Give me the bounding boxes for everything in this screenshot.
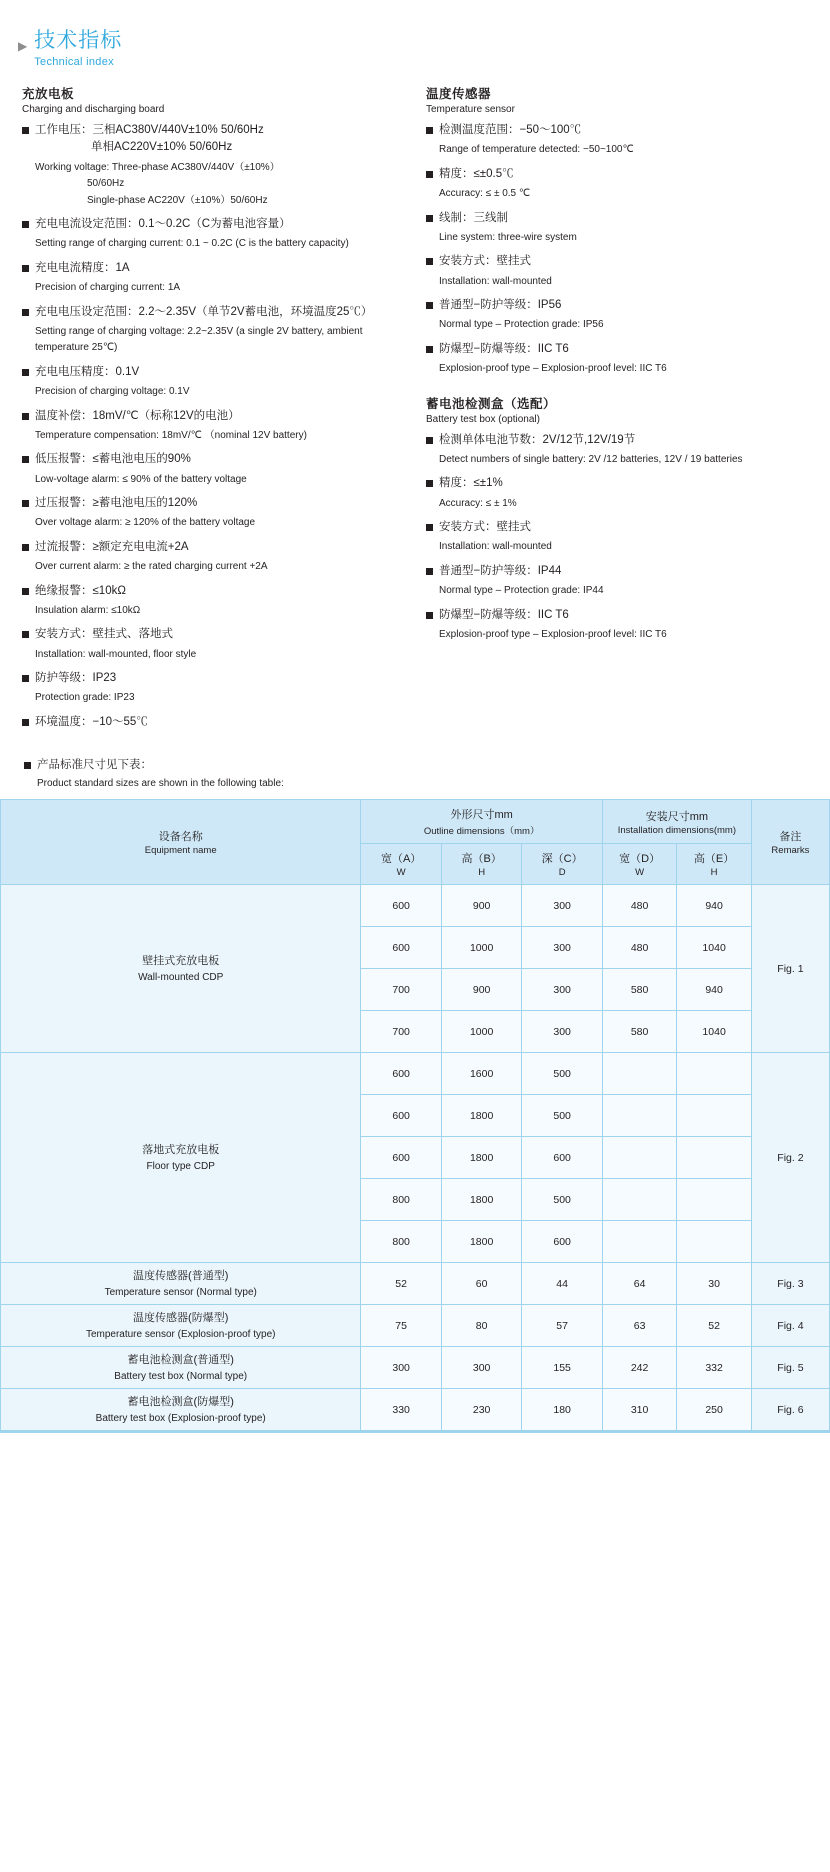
square-bullet-icon (22, 309, 29, 316)
spec-item (22, 495, 398, 532)
table-cell-empty (677, 1179, 752, 1221)
spec-item-cn (426, 166, 794, 183)
table-cell-value: 230 (441, 1389, 521, 1431)
table-header-outline: 外形尺寸mm Outline dimensions（mm） (361, 800, 602, 844)
table-cell-value: 600 (361, 1053, 441, 1095)
table-cell-value: 63 (602, 1305, 676, 1347)
spec-item-cn (22, 626, 398, 643)
spec-item-cn-text: 过流报警：≥额定充电电流+2A (35, 540, 189, 553)
spec-item-cn (426, 122, 794, 139)
spec-item-cn (22, 122, 398, 157)
group-title-en: Charging and discharging board (22, 104, 165, 116)
table-cell-value: 30 (677, 1263, 752, 1305)
square-bullet-icon (426, 258, 433, 265)
page-header (0, 0, 830, 68)
table-cell-value: 940 (677, 885, 752, 927)
spec-item-cn-text: 安装方式：壁挂式 (439, 255, 531, 268)
table-cell-value: 900 (441, 885, 521, 927)
bottom-divider (0, 1431, 830, 1433)
spec-item-en: Normal type – Protection grade: IP56 (439, 319, 604, 331)
table-cell-value: 310 (602, 1389, 676, 1431)
spec-item (426, 432, 794, 469)
spec-item-cn-text: 绝缘报警：≤10kΩ (35, 584, 126, 597)
spec-item-en: Installation: wall-mounted (439, 541, 552, 553)
table-cell-empty (677, 1053, 752, 1095)
square-bullet-icon (426, 437, 433, 444)
table-cell-value: 900 (441, 969, 521, 1011)
spec-item-cn-subline: 单相AC220V±10% 50/60Hz (91, 141, 233, 154)
spec-item (426, 341, 794, 378)
spec-item (426, 166, 794, 203)
table-cell-value: 80 (441, 1305, 521, 1347)
table-cell-empty (677, 1095, 752, 1137)
table-cell-value: 300 (441, 1347, 521, 1389)
table-subheader-outline-h: 高（B） H (441, 844, 521, 885)
table-subheader-outline-d: 深（C） D (522, 844, 603, 885)
spec-item-cn (22, 216, 398, 233)
table-cell-value: 60 (441, 1263, 521, 1305)
table-header-remarks: 备注 Remarks (751, 800, 829, 885)
spec-item-cn (426, 253, 794, 270)
spec-item-cn (22, 714, 398, 731)
square-bullet-icon (22, 544, 29, 551)
spec-item-cn-text: 精度：≤±0.5℃ (439, 167, 514, 180)
spec-item-cn (22, 408, 398, 425)
spec-item (22, 364, 398, 401)
square-bullet-icon (426, 480, 433, 487)
square-bullet-icon (22, 369, 29, 376)
table-subheader-install-h: 高（E） H (677, 844, 752, 885)
spec-item-cn-text: 充电电流设定范围：0.1～0.2C（C为蓄电池容量） (35, 218, 291, 231)
table-cell-value: 1800 (441, 1137, 521, 1179)
table-cell-value: 57 (522, 1305, 603, 1347)
table-cell-value: 300 (522, 1011, 603, 1053)
spec-item-cn-text: 精度：≤±1% (439, 477, 503, 490)
spec-item-en: Precision of charging voltage: 0.1V (35, 386, 190, 398)
table-row (1, 1263, 830, 1305)
table-cell-value: 600 (361, 1137, 441, 1179)
table-row (1, 1347, 830, 1389)
spec-item-en: Accuracy: ≤ ± 0.5 ℃ (439, 188, 531, 200)
spec-item-cn (426, 563, 794, 580)
spec-item-cn (22, 583, 398, 600)
square-bullet-icon (426, 524, 433, 531)
group-title-cn: 充放电板 (22, 87, 75, 102)
spec-item-cn (426, 341, 794, 358)
table-cell-value: 1800 (441, 1221, 521, 1263)
spec-item (426, 122, 794, 159)
spec-item-en: Explosion-proof type – Explosion-proof level: IIC T6 (439, 628, 667, 640)
spec-item-cn-text: 防爆型−防爆等级：IIC T6 (439, 342, 569, 355)
table-cell-empty (602, 1179, 676, 1221)
square-bullet-icon (426, 302, 433, 309)
table-cell-value: 1600 (441, 1053, 521, 1095)
spec-item-en-text: Working voltage: Three-phase AC380V/440V（±10%） (35, 161, 280, 173)
table-cell-value: 330 (361, 1389, 441, 1431)
group-title-battery-test-box (426, 394, 794, 425)
spec-item-cn (426, 607, 794, 624)
table-row (1, 1389, 830, 1431)
spec-item-cn-text: 温度补偿：18mV/℃（标称12V的电池） (35, 409, 240, 422)
spec-item (22, 216, 398, 253)
spec-item (22, 626, 398, 663)
table-cell-value: 155 (522, 1347, 603, 1389)
square-bullet-icon (22, 588, 29, 595)
table-cell-value: 700 (361, 1011, 441, 1053)
spec-item (426, 475, 794, 512)
square-bullet-icon (24, 762, 31, 769)
spec-item (22, 451, 398, 488)
group-title-charging-board (22, 84, 398, 115)
spec-item-cn-text: 防爆型−防爆等级：IIC T6 (439, 608, 569, 621)
group-title-temperature-sensor (426, 84, 794, 115)
table-cell-value: 800 (361, 1221, 441, 1263)
table-cell-equipment-name: 温度传感器(普通型) Temperature sensor (Normal type) (1, 1263, 361, 1305)
spec-item-en: Accuracy: ≤ ± 1% (439, 497, 517, 509)
table-cell-value: 940 (677, 969, 752, 1011)
spec-item-cn-text: 环境温度：−10～55℃ (35, 715, 148, 728)
table-cell-equipment-name: 温度传感器(防爆型) Temperature sensor (Explosion-proof type) (1, 1305, 361, 1347)
table-cell-value: 500 (522, 1095, 603, 1137)
square-bullet-icon (426, 215, 433, 222)
table-cell-equipment-name: 壁挂式充放电板 Wall-mounted CDP (1, 885, 361, 1053)
table-cell-remarks: Fig. 4 (751, 1305, 829, 1347)
spec-item (426, 519, 794, 556)
spec-item-en: Installation: wall-mounted, floor style (35, 648, 197, 660)
table-cell-value: 52 (677, 1305, 752, 1347)
spec-item-en: Detect numbers of single battery: 2V /12 batteries, 12V / 19 batteries (439, 453, 743, 465)
spec-item (22, 122, 398, 209)
table-cell-value: 250 (677, 1389, 752, 1431)
table-row (1, 1305, 830, 1347)
spec-item-cn-text: 检测温度范围：−50～100℃ (439, 124, 582, 137)
square-bullet-icon (22, 675, 29, 682)
spec-item (426, 607, 794, 644)
table-cell-value: 180 (522, 1389, 603, 1431)
table-cell-value: 44 (522, 1263, 603, 1305)
spec-item (22, 260, 398, 297)
table-cell-value: 332 (677, 1347, 752, 1389)
product-dimensions-table (0, 799, 830, 1431)
spec-item (426, 297, 794, 334)
square-bullet-icon (22, 456, 29, 463)
page-title-cn: 技术指标 (34, 29, 123, 52)
table-cell-value: 600 (522, 1221, 603, 1263)
spec-item (22, 539, 398, 576)
spec-item-cn (22, 364, 398, 381)
table-cell-remarks: Fig. 5 (751, 1347, 829, 1389)
table-cell-remarks: Fig. 3 (751, 1263, 829, 1305)
table-cell-value: 500 (522, 1053, 603, 1095)
table-cell-empty (602, 1137, 676, 1179)
spec-item-en: Protection grade: IP23 (35, 692, 135, 704)
spec-item-en-subline: 50/60Hz (87, 178, 125, 190)
spec-item (426, 253, 794, 290)
spec-item-cn (426, 519, 794, 536)
spec-item-en: Insulation alarm: ≤10kΩ (35, 604, 141, 616)
table-subheader-outline-w: 宽（A） W (361, 844, 441, 885)
square-bullet-icon (22, 413, 29, 420)
table-cell-value: 52 (361, 1263, 441, 1305)
spec-item-en: Installation: wall-mounted (439, 275, 552, 287)
spec-item-cn-text: 低压报警：≤蓄电池电压的90% (35, 453, 191, 466)
page-title (34, 28, 122, 68)
table-cell-empty (602, 1053, 676, 1095)
table-cell-value: 480 (602, 927, 676, 969)
table-header-installation: 安装尺寸mm Installation dimensions(mm) (602, 800, 751, 844)
spec-item-en: Line system: three-wire system (439, 231, 577, 243)
table-cell-remarks: Fig. 1 (751, 885, 829, 1053)
square-bullet-icon (22, 500, 29, 507)
group-title-en: Temperature sensor (426, 104, 515, 116)
group-title-cn: 温度传感器 (426, 87, 492, 102)
spec-item-cn (22, 304, 398, 321)
square-bullet-icon (426, 568, 433, 575)
table-cell-equipment-name: 蓄电池检测盒(防爆型) Battery test box (Explosion-proof type) (1, 1389, 361, 1431)
square-bullet-icon (22, 719, 29, 726)
square-bullet-icon (22, 631, 29, 638)
square-bullet-icon (426, 346, 433, 353)
square-bullet-icon (426, 612, 433, 619)
table-subheader-install-w: 宽（D） W (602, 844, 676, 885)
table-cell-value: 64 (602, 1263, 676, 1305)
table-cell-value: 580 (602, 1011, 676, 1053)
spec-item (22, 304, 398, 357)
spec-item-cn (22, 495, 398, 512)
table-cell-value: 1800 (441, 1095, 521, 1137)
spec-item-en: Normal type – Protection grade: IP44 (439, 585, 604, 597)
spec-item-cn-text: 工作电压：三相AC380V/440V±10% 50/60Hz (35, 124, 264, 137)
spec-item-en (35, 160, 398, 210)
spec-item (22, 670, 398, 707)
square-bullet-icon (22, 127, 29, 134)
table-cell-value: 600 (522, 1137, 603, 1179)
page-title-en: Technical index (34, 56, 114, 69)
specifications-section (0, 68, 830, 731)
spec-item-en: Precision of charging current: 1A (35, 282, 181, 294)
table-cell-value: 1040 (677, 1011, 752, 1053)
spec-item-cn-text: 线制：三线制 (439, 211, 508, 224)
table-cell-value: 300 (522, 927, 603, 969)
table-header-row-1 (1, 800, 830, 844)
table-cell-empty (602, 1095, 676, 1137)
table-row (1, 885, 830, 927)
square-bullet-icon (426, 127, 433, 134)
spec-item (426, 563, 794, 600)
spec-item (22, 583, 398, 620)
table-header-equipment: 设备名称 Equipment name (1, 800, 361, 885)
spec-item-en: Temperature compensation: 18mV/℃ （nominal 12V battery) (35, 429, 307, 441)
spec-item-cn (22, 670, 398, 687)
spec-item (426, 210, 794, 247)
table-cell-value: 1800 (441, 1179, 521, 1221)
table-cell-value: 242 (602, 1347, 676, 1389)
table-row (1, 1053, 830, 1095)
table-cell-empty (677, 1221, 752, 1263)
spec-item-cn (426, 297, 794, 314)
table-cell-value: 600 (361, 885, 441, 927)
table-cell-value: 300 (522, 885, 603, 927)
spec-item (22, 408, 398, 445)
table-cell-empty (602, 1221, 676, 1263)
spec-item-cn-text: 普通型−防护等级：IP44 (439, 564, 562, 577)
table-cell-value: 700 (361, 969, 441, 1011)
spec-item-en-subline2: Single-phase AC220V（±10%）50/60Hz (87, 194, 268, 206)
spec-item-cn (426, 432, 794, 449)
spec-item-cn-text: 安装方式：壁挂式、落地式 (35, 628, 173, 641)
spec-item-cn-text: 检测单体电池节数：2V/12节,12V/19节 (439, 433, 636, 446)
spec-item-en: Range of temperature detected: −50~100℃ (439, 144, 634, 156)
table-cell-empty (677, 1137, 752, 1179)
table-cell-value: 300 (522, 969, 603, 1011)
spec-item-en: Over voltage alarm: ≥ 120% of the battery voltage (35, 517, 256, 529)
spec-item-en: Setting range of charging voltage: 2.2~2.35V (a single 2V battery, ambient temperature 25℃) (35, 325, 363, 354)
spec-item-cn-text: 普通型−防护等级：IP56 (439, 299, 562, 312)
table-intro-cn: 产品标准尺寸见下表： (37, 759, 152, 772)
table-cell-remarks: Fig. 2 (751, 1053, 829, 1263)
spec-item-cn-text: 过压报警：≥蓄电池电压的120% (35, 497, 198, 510)
table-cell-value: 800 (361, 1179, 441, 1221)
square-bullet-icon (22, 265, 29, 272)
table-intro (0, 731, 830, 799)
spec-item-cn-text: 充电电流精度：1A (35, 261, 130, 274)
spec-item-cn (22, 260, 398, 277)
spec-item-cn (22, 451, 398, 468)
spec-item-cn (426, 210, 794, 227)
group-title-en: Battery test box (optional) (426, 413, 540, 425)
spec-item-cn-text: 充电电压设定范围：2.2～2.35V（单节2V蓄电池，环境温度25℃） (35, 305, 373, 318)
table-cell-equipment-name: 蓄电池检测盒(普通型) Battery test box (Normal type) (1, 1347, 361, 1389)
table-cell-value: 580 (602, 969, 676, 1011)
table-cell-value: 300 (361, 1347, 441, 1389)
table-cell-remarks: Fig. 6 (751, 1389, 829, 1431)
spec-item-en: Explosion-proof type – Explosion-proof level: IIC T6 (439, 363, 667, 375)
table-intro-en: Product standard sizes are shown in the following table: (37, 778, 284, 790)
right-column (418, 78, 794, 731)
spec-item-cn-text: 充电电压精度：0.1V (35, 365, 140, 378)
spec-item-en: Low-voltage alarm: ≤ 90% of the battery voltage (35, 473, 247, 485)
spec-item-cn-text: 安装方式：壁挂式 (439, 521, 531, 534)
spec-item-cn-text: 防护等级：IP23 (35, 672, 117, 685)
table-cell-value: 1000 (441, 927, 521, 969)
spec-item-cn (22, 539, 398, 556)
table-cell-equipment-name: 落地式充放电板 Floor type CDP (1, 1053, 361, 1263)
table-cell-value: 600 (361, 1095, 441, 1137)
triangle-right-icon: ▶ (18, 39, 28, 53)
spec-item-cn (426, 475, 794, 492)
square-bullet-icon (22, 221, 29, 228)
table-cell-value: 1040 (677, 927, 752, 969)
spec-item (22, 714, 398, 731)
table-cell-value: 1000 (441, 1011, 521, 1053)
table-cell-value: 75 (361, 1305, 441, 1347)
group-title-cn: 蓄电池检测盒（选配） (426, 396, 557, 411)
table-cell-value: 500 (522, 1179, 603, 1221)
spec-item-en: Over current alarm: ≥ the rated charging current +2A (35, 561, 268, 573)
square-bullet-icon (426, 171, 433, 178)
table-cell-value: 600 (361, 927, 441, 969)
left-column (22, 78, 398, 731)
table-cell-value: 480 (602, 885, 676, 927)
spec-item-en: Setting range of charging current: 0.1 ~ 0.2C (C is the battery capacity) (35, 238, 349, 250)
